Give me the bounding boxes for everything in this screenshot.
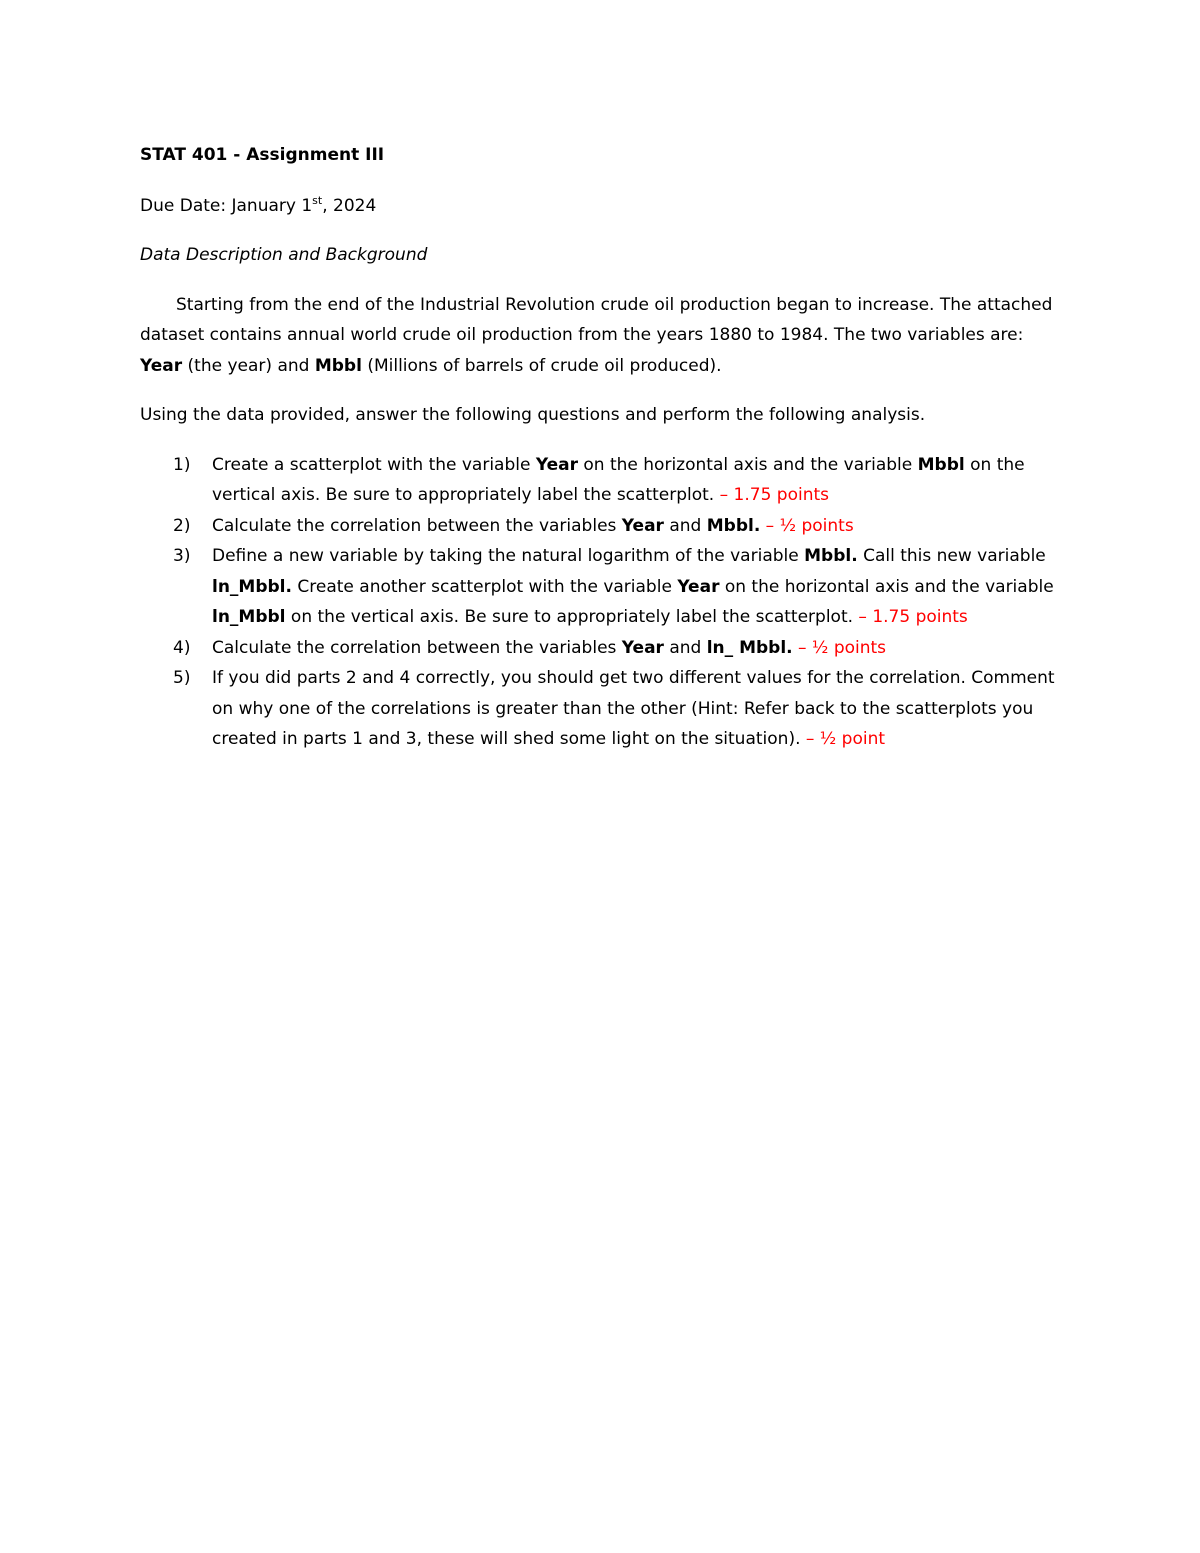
question-text: Calculate the correlation between the variables: [212, 637, 622, 658]
background-text: (the year) and: [182, 355, 315, 376]
points-label: – ½ points: [792, 637, 887, 658]
question-number: 2): [173, 515, 191, 536]
variable-year: Year: [677, 576, 720, 597]
variable-ln-mbbl: ln_Mbbl: [212, 607, 286, 627]
question-text: and: [663, 637, 707, 658]
variable-mbbl: Mbbl: [917, 454, 965, 475]
points-label: – ½ points: [760, 515, 854, 536]
points-label: – 1.75 points: [858, 607, 968, 627]
question-text: and: [663, 515, 707, 536]
question-text: on the horizontal axis and the variable: [578, 454, 918, 475]
question-text: If you did parts 2 and 4 correctly, you should get two different values for the correlation. Comment on why one of the correlations is greater than the other (Hint: Refer back to the scatterplots you created in parts 1 and 3, these will shed some light on the situation).: [212, 668, 1055, 749]
due-date: [140, 191, 1060, 222]
variable-ln-mbbl: ln_Mbbl.: [212, 576, 292, 597]
question-text: Define a new variable by taking the natural logarithm of the variable: [212, 546, 805, 566]
question-text: on the horizontal axis and the variable: [719, 576, 1054, 597]
question-number: 5): [173, 668, 191, 688]
points-label: – ½ point: [805, 729, 886, 749]
variable-year: Year: [535, 454, 578, 475]
question-text: Calculate the correlation between the variables: [212, 515, 622, 536]
instructions-paragraph: Using the data provided, answer the following questions and perform the following analysis.: [140, 405, 926, 425]
due-date-prefix: Due Date: January 1: [140, 195, 313, 216]
question-number: 4): [173, 637, 191, 658]
variable-year: Year: [621, 637, 664, 658]
variable-year: Year: [140, 355, 183, 376]
variable-ln-mbbl: ln_ Mbbl.: [706, 637, 793, 658]
question-text: on the vertical axis. Be sure to appropriately label the scatterplot.: [285, 607, 859, 627]
variable-mbbl: Mbbl.: [804, 546, 858, 566]
variable-mbbl: Mbbl.: [706, 515, 761, 536]
question-text: Call this new variable: [857, 546, 1046, 566]
question-list: [140, 450, 1060, 755]
question-item: [140, 450, 1060, 511]
due-date-year: , 2024: [322, 195, 377, 216]
background-text: Starting from the end of the Industrial Revolution crude oil production began to increase. The attached dataset contains annual world crude oil production from the years 1880 to 1984. The two variables are:: [140, 294, 1053, 345]
section-heading: Data Description and Background: [140, 245, 428, 265]
question-text: Create another scatterplot with the variable: [291, 576, 678, 597]
question-number: 1): [173, 454, 191, 475]
question-item: [140, 663, 1060, 755]
points-label: – 1.75 points: [719, 485, 829, 505]
variable-year: Year: [621, 515, 664, 536]
variable-mbbl: Mbbl: [314, 355, 362, 376]
due-date-ordinal: st: [312, 193, 323, 207]
background-text: (Millions of barrels of crude oil produced).: [361, 355, 722, 376]
background-paragraph: [140, 290, 1060, 382]
question-item: [140, 633, 1060, 664]
question-text: on the vertical axis. Be sure to appropriately label the scatterplot.: [212, 454, 1025, 505]
assignment-title: STAT 401 - Assignment III: [140, 145, 385, 165]
question-text: Create a scatterplot with the variable: [212, 454, 536, 475]
question-number: 3): [173, 546, 191, 566]
question-item: [140, 541, 1060, 633]
question-item: [140, 511, 1060, 542]
document-body: [140, 140, 1060, 755]
